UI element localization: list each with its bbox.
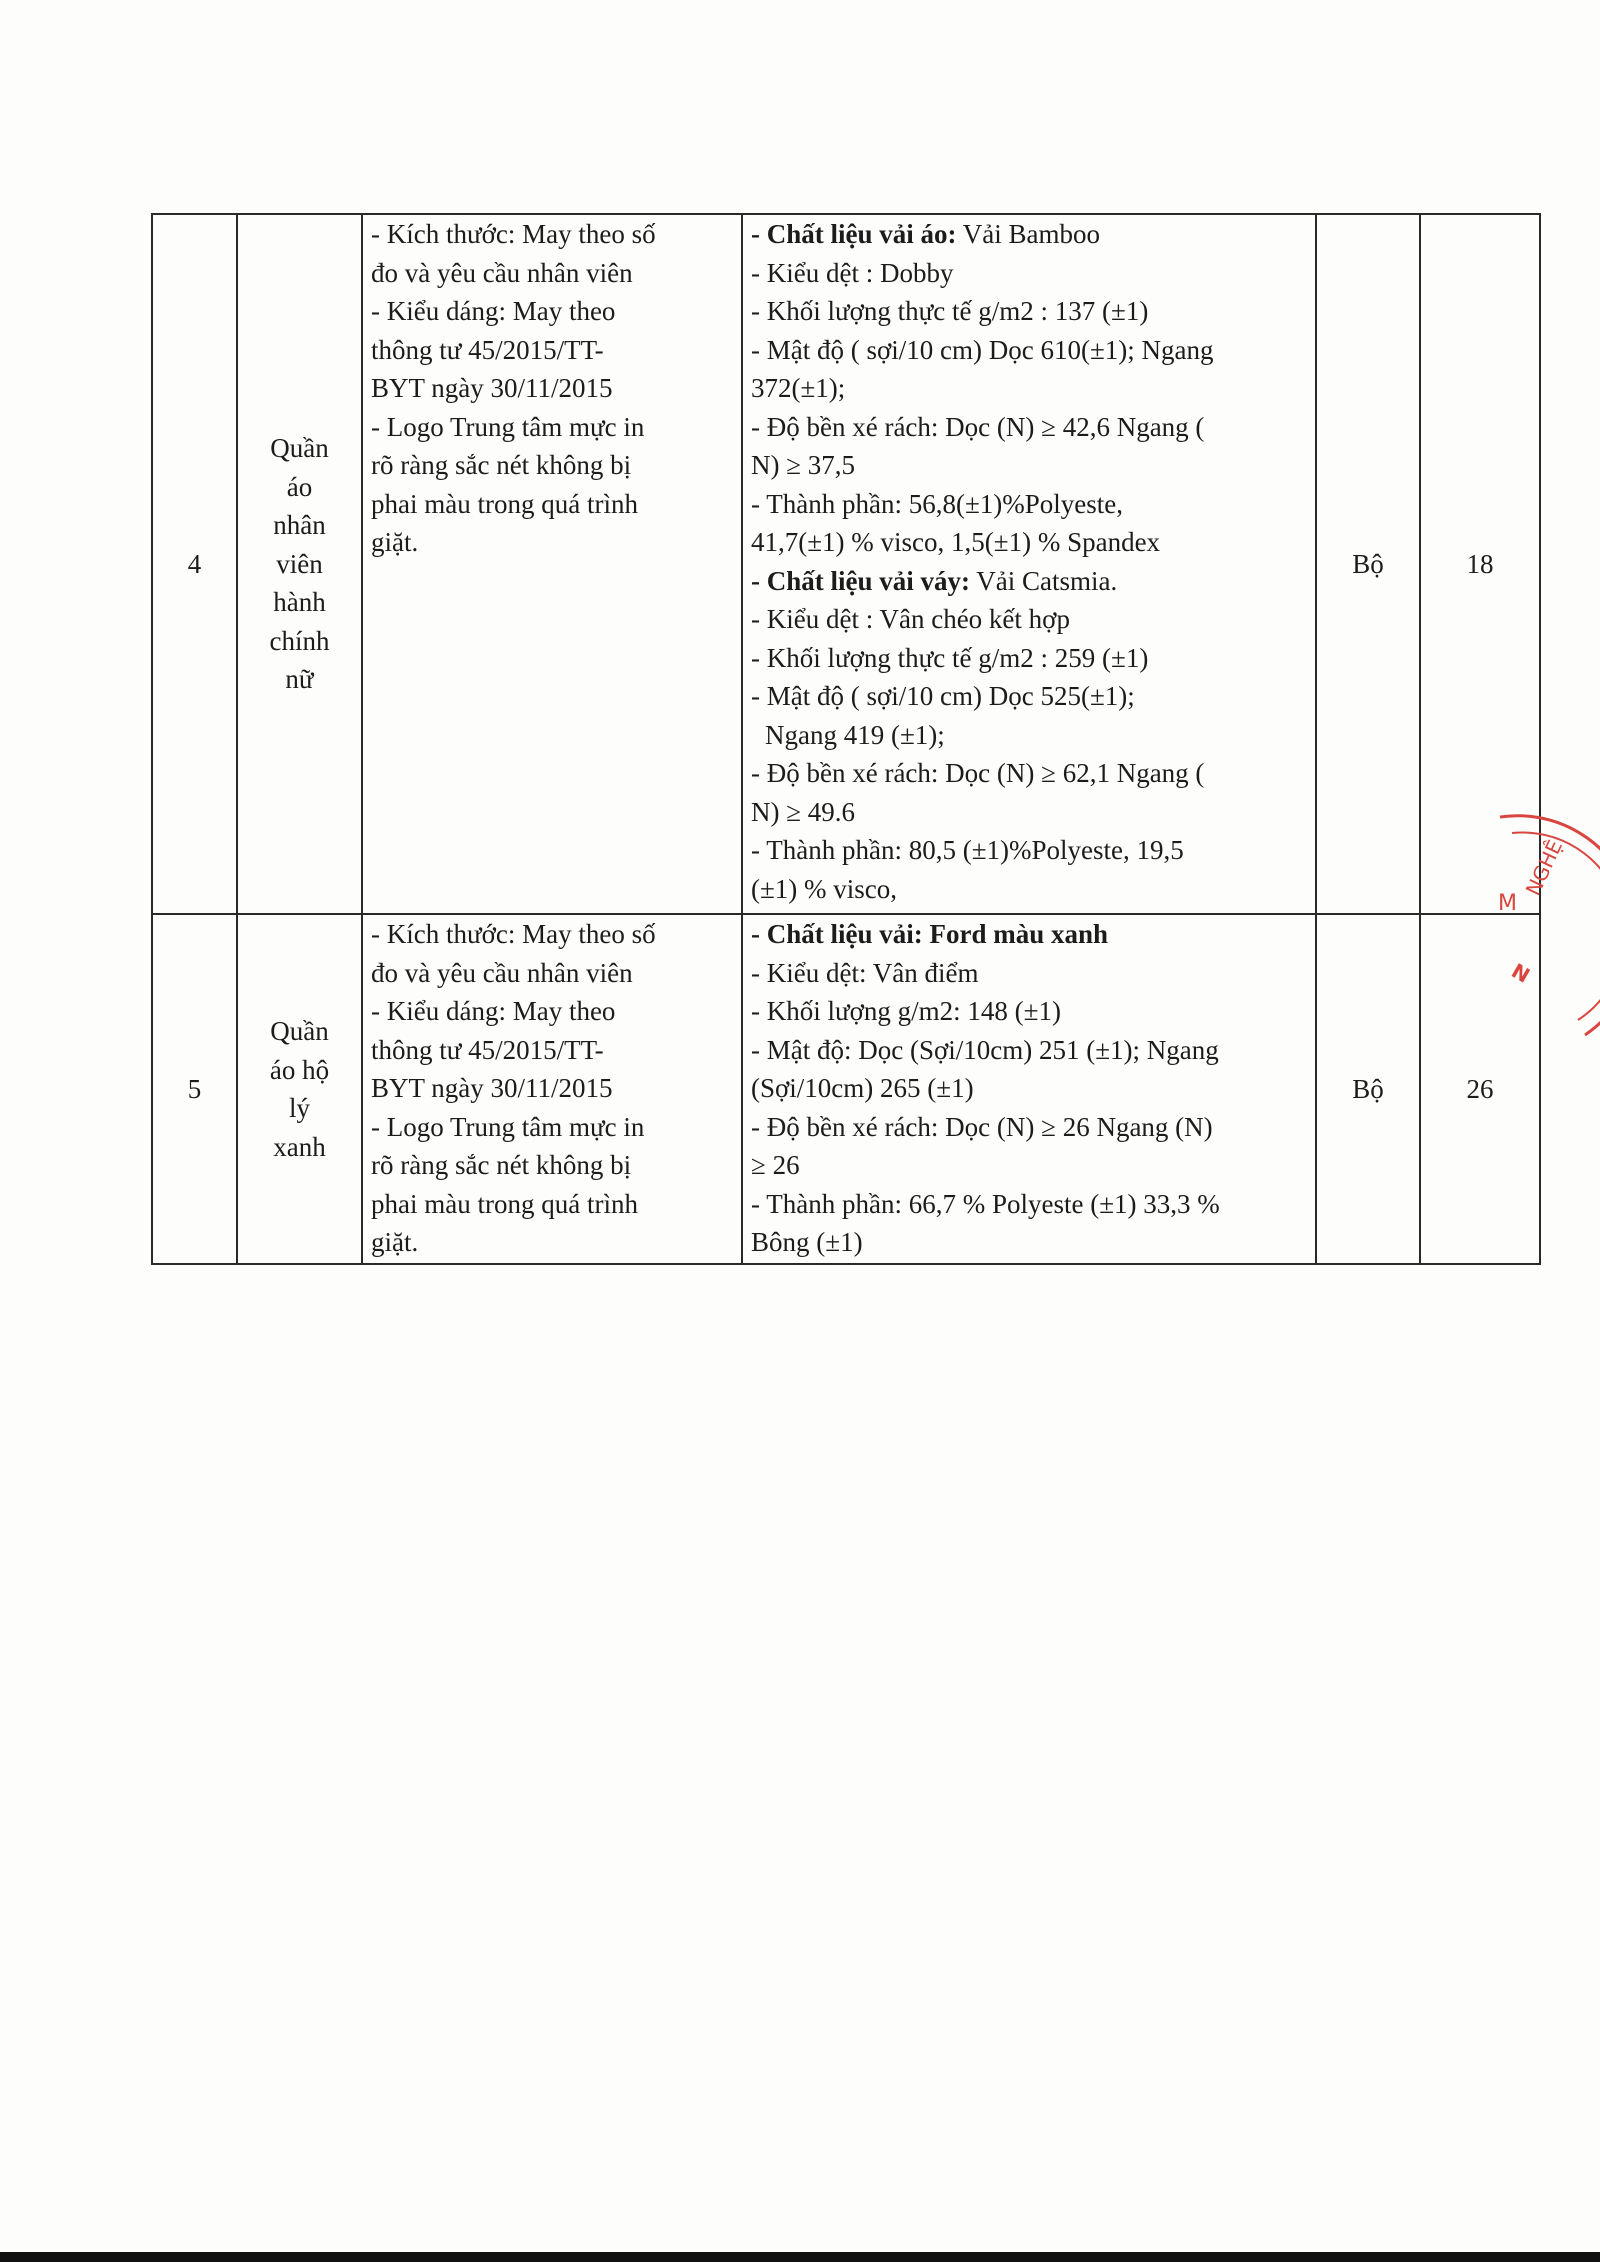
specification-text: N) ≥ 37,5 bbox=[751, 450, 856, 480]
requirement-line: phai màu trong quá trình bbox=[371, 488, 638, 519]
requirement-line: đo và yêu cầu nhân viên bbox=[371, 257, 633, 288]
item-name-line: áo bbox=[286, 471, 313, 502]
specification-text: - Mật độ ( sợi/10 cm) Dọc 525(±1); bbox=[751, 681, 1135, 711]
specification-line bbox=[751, 331, 1307, 370]
requirement-line: giặt. bbox=[371, 1227, 419, 1257]
item-name-line: Quần bbox=[270, 1016, 329, 1046]
quantity-cell: 18 bbox=[1420, 214, 1540, 914]
specification-line bbox=[751, 1108, 1307, 1147]
specification-text: (Sợi/10cm) 265 (±1) bbox=[751, 1073, 974, 1103]
requirement-line: - Logo Trung tâm mực in bbox=[371, 1111, 645, 1142]
specification-line bbox=[751, 793, 1307, 832]
specification-line bbox=[751, 992, 1307, 1031]
specification-text: - Độ bền xé rách: Dọc (N) ≥ 26 Ngang (N) bbox=[751, 1111, 1213, 1142]
scan-edge-bar bbox=[0, 2252, 1600, 2262]
table-row bbox=[152, 914, 1540, 1264]
specification-text: - Thành phần: 66,7 % Polyeste (±1) 33,3 % bbox=[751, 1188, 1220, 1219]
requirement-line: giặt. bbox=[371, 527, 419, 557]
specification-text: Bông (±1) bbox=[751, 1227, 863, 1257]
specification-line bbox=[751, 292, 1307, 331]
specification-line bbox=[751, 1031, 1307, 1070]
specification-line bbox=[751, 1185, 1307, 1224]
table-row bbox=[152, 214, 1540, 914]
specification-line bbox=[751, 716, 1307, 755]
specification-text: 372(±1); bbox=[751, 373, 846, 403]
specification-line bbox=[751, 562, 1307, 601]
specification-text: - Thành phần: 56,8(±1)%Polyeste, bbox=[751, 488, 1124, 519]
quantity-cell: 26 bbox=[1420, 914, 1540, 1264]
specification-text: N) ≥ 49.6 bbox=[751, 796, 856, 827]
specification-line bbox=[751, 1223, 1307, 1262]
requirement-line: - Kích thước: May theo số bbox=[371, 919, 656, 949]
specification-text: 41,7(±1) % visco, 1,5(±1) % Spandex bbox=[751, 527, 1161, 557]
requirement-line: phai màu trong quá trình bbox=[371, 1188, 638, 1219]
specification-line bbox=[751, 369, 1307, 408]
specification-line bbox=[751, 523, 1307, 562]
svg-text:M: M bbox=[1498, 891, 1517, 916]
specification-line bbox=[751, 754, 1307, 793]
requirement-line: rõ ràng sắc nét không bị bbox=[371, 450, 632, 480]
specification-text: - Khối lượng thực tế g/m2 : 137 (±1) bbox=[751, 296, 1149, 326]
specification-text: - Độ bền xé rách: Dọc (N) ≥ 42,6 Ngang ( bbox=[751, 411, 1205, 442]
specification-line bbox=[751, 677, 1307, 716]
red-seal-stamp bbox=[1490, 805, 1600, 1045]
specification-line bbox=[751, 1146, 1307, 1185]
requirement-line: - Logo Trung tâm mực in bbox=[371, 411, 645, 442]
specification-line bbox=[751, 915, 1307, 954]
specification-cell bbox=[742, 214, 1316, 914]
item-name-line: nhân bbox=[273, 510, 326, 541]
requirement-cell bbox=[362, 914, 742, 1264]
specification-line bbox=[751, 870, 1307, 909]
specification-text: - Kiểu dệt : Dobby bbox=[751, 257, 954, 288]
specification-line bbox=[751, 639, 1307, 678]
specification-text: - Kiểu dệt : Vân chéo kết hợp bbox=[751, 604, 1070, 634]
item-name-line: áo hộ bbox=[269, 1054, 330, 1085]
item-name-line: hành bbox=[273, 587, 326, 618]
requirement-line: - Kích thước: May theo số bbox=[371, 219, 656, 249]
requirement-line: BYT ngày 30/11/2015 bbox=[371, 1073, 613, 1103]
specification-text: - Kiểu dệt: Vân điểm bbox=[751, 957, 979, 988]
requirement-line: rõ ràng sắc nét không bị bbox=[371, 1150, 632, 1180]
specification-text: - Thành phần: 80,5 (±1)%Polyeste, 19,5 bbox=[751, 835, 1184, 865]
specification-line bbox=[751, 215, 1307, 254]
specification-line bbox=[751, 600, 1307, 639]
specification-line bbox=[751, 954, 1307, 993]
requirement-line: thông tư 45/2015/TT- bbox=[371, 1034, 604, 1065]
item-name-line: Quần bbox=[270, 433, 329, 464]
requirement-line: đo và yêu cầu nhân viên bbox=[371, 957, 633, 988]
specification-text: ≥ 26 bbox=[751, 1150, 800, 1180]
row-number-cell: 5 bbox=[152, 914, 237, 1264]
specification-text: - Khối lượng thực tế g/m2 : 259 (±1) bbox=[751, 642, 1149, 673]
specification-line bbox=[751, 254, 1307, 293]
specification-line bbox=[751, 831, 1307, 870]
specification-text: - Khối lượng g/m2: 148 (±1) bbox=[751, 996, 1061, 1026]
specification-line bbox=[751, 1069, 1307, 1108]
specification-line bbox=[751, 485, 1307, 524]
specification-table bbox=[151, 213, 1541, 1265]
specification-cell bbox=[742, 914, 1316, 1264]
specification-line bbox=[751, 408, 1307, 447]
specification-text: Vải Bamboo bbox=[956, 219, 1100, 249]
svg-text:NGHỆ: NGHỆ bbox=[1520, 836, 1568, 900]
requirement-cell bbox=[362, 214, 742, 914]
specification-heading: - Chất liệu vải áo: bbox=[751, 219, 957, 249]
specification-text: (±1) % visco, bbox=[751, 873, 898, 904]
specification-text: - Mật độ: Dọc (Sợi/10cm) 251 (±1); Ngang bbox=[751, 1034, 1219, 1065]
specification-heading: - Chất liệu vải váy: bbox=[751, 565, 970, 596]
svg-text:N: N bbox=[1507, 958, 1535, 988]
specification-text: - Độ bền xé rách: Dọc (N) ≥ 62,1 Ngang ( bbox=[751, 758, 1205, 788]
item-name-line: nữ bbox=[285, 664, 314, 695]
item-name-cell bbox=[237, 214, 362, 914]
specification-text: - Mật độ ( sợi/10 cm) Dọc 610(±1); Ngang bbox=[751, 334, 1214, 365]
requirement-line: thông tư 45/2015/TT- bbox=[371, 334, 604, 365]
item-name-line: xanh bbox=[273, 1131, 326, 1162]
unit-cell: Bộ bbox=[1316, 214, 1420, 914]
item-name-line: chính bbox=[269, 625, 330, 656]
specification-heading: - Chất liệu vải: Ford màu xanh bbox=[751, 919, 1109, 949]
specification-text: Vải Catsmia. bbox=[970, 565, 1118, 596]
requirement-line: - Kiểu dáng: May theo bbox=[371, 996, 616, 1026]
specification-line bbox=[751, 446, 1307, 485]
requirement-line: - Kiểu dáng: May theo bbox=[371, 296, 616, 326]
specification-text: Ngang 419 (±1); bbox=[765, 719, 945, 750]
item-name-cell bbox=[237, 914, 362, 1264]
unit-cell: Bộ bbox=[1316, 914, 1420, 1264]
item-name-line: viên bbox=[276, 548, 323, 579]
requirement-line: BYT ngày 30/11/2015 bbox=[371, 373, 613, 403]
row-number-cell: 4 bbox=[152, 214, 237, 914]
item-name-line: lý bbox=[288, 1093, 310, 1123]
